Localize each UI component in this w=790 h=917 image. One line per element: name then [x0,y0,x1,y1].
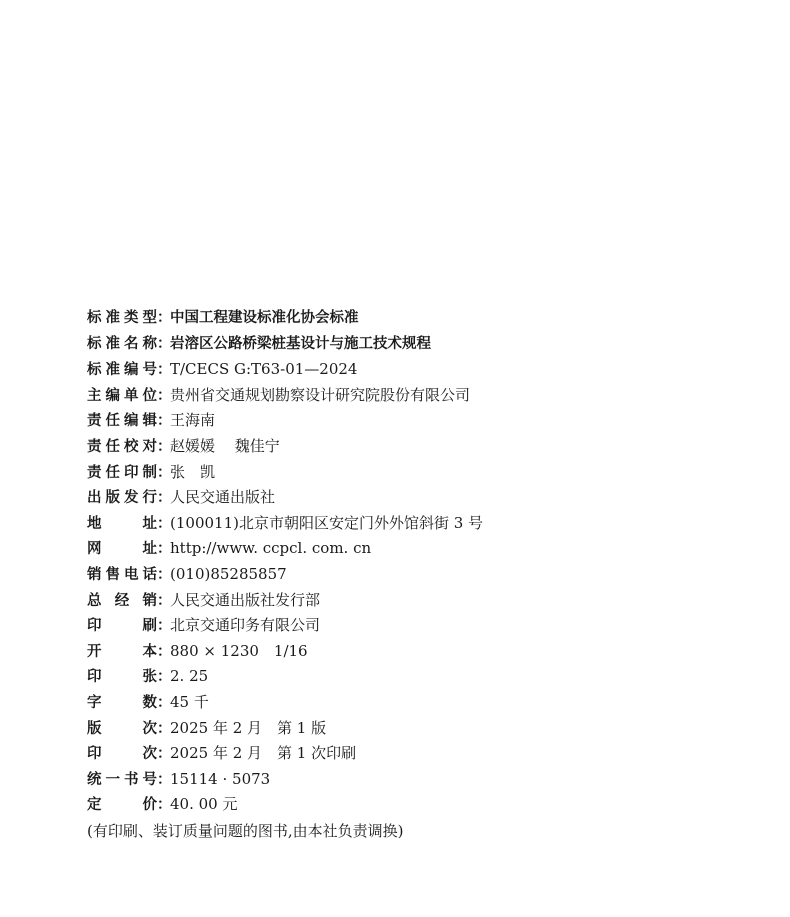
colophon-value: 贵州省交通规划勘察设计研究院股份有限公司 [170,385,471,404]
colophon-block [87,306,767,844]
colophon-colon: ： [157,490,172,507]
colophon-label: 出版发行 [87,490,157,507]
colophon-label: 开本 [87,643,157,660]
colophon-value: 2025 年 2 月 第 1 版 [170,718,327,737]
colophon-row [87,511,767,537]
colophon-value: 2025 年 2 月 第 1 次印刷 [170,744,357,763]
colophon-colon: ： [157,362,172,379]
colophon-label: 主编单位 [87,387,157,404]
colophon-value: 北京交通印务有限公司 [170,616,321,635]
colophon-row [87,690,767,716]
colophon-value: T/CECS G:T63-01—2024 [170,360,358,379]
colophon-value: 880 × 1230 1/16 [170,641,308,660]
colophon-value: 40. 00 元 [170,795,238,814]
colophon-label: 责任编辑 [87,413,157,430]
colophon-colon: ： [157,335,172,352]
colophon-value: 中国工程建设标准化协会标准 [170,310,359,326]
colophon-row [87,588,767,614]
colophon-row [87,716,767,742]
colophon-value: 15114 · 5073 [170,769,271,788]
colophon-label: 印张 [87,669,157,686]
colophon-colon: ： [157,669,172,686]
colophon-colon: ： [157,618,172,635]
colophon-value: http://www. ccpcl. com. cn [170,539,372,558]
colophon-colon: ： [157,746,172,763]
colophon-colon: ： [157,464,172,481]
colophon-colon: ： [157,720,172,737]
colophon-colon: ： [157,387,172,404]
colophon-label: 网址 [87,541,157,558]
colophon-row [87,357,767,383]
colophon-value: (010)85285857 [170,564,287,583]
colophon-value: 岩溶区公路桥梁桩基设计与施工技术规程 [170,335,431,352]
colophon-row [87,485,767,511]
colophon-label: 标准类型 [87,310,157,326]
colophon-row [87,792,767,818]
colophon-label: 字数 [87,694,157,711]
colophon-row [87,613,767,639]
colophon-label: 标准编号 [87,362,157,379]
colophon-row [87,306,767,332]
colophon-row [87,741,767,767]
colophon-value: 2. 25 [170,667,209,686]
colophon-colon: ： [157,541,172,558]
colophon-value: 人民交通出版社发行部 [170,590,321,609]
colophon-row [87,664,767,690]
colophon-label: 印刷 [87,618,157,635]
colophon-colon: ： [157,310,172,326]
colophon-row [87,383,767,409]
colophon-label: 责任印制 [87,464,157,481]
colophon-label: 总经销 [87,592,157,609]
colophon-colon: ： [157,592,172,609]
colophon-colon: ： [157,643,172,660]
colophon-colon: ： [157,413,172,430]
colophon-row [87,434,767,460]
colophon-label: 责任校对 [87,438,157,455]
colophon-label: 印次 [87,746,157,763]
colophon-row [87,408,767,434]
colophon-rows [87,306,767,818]
quality-note: (有印刷、装订质量问题的图书,由本社负责调换) [87,821,404,840]
colophon-value: 45 千 [170,692,209,711]
colophon-value: 王海南 [170,411,216,430]
colophon-row [87,332,767,358]
colophon-colon: ： [157,694,172,711]
colophon-label: 定价 [87,797,157,814]
colophon-value: 赵媛媛 魏佳宁 [170,436,280,455]
colophon-value: (100011)北京市朝阳区安定门外外馆斜街 3 号 [170,513,484,532]
colophon-label: 标准名称 [87,335,157,352]
colophon-row [87,562,767,588]
colophon-label: 销售电话 [87,566,157,583]
colophon-row [87,460,767,486]
colophon-colon: ： [157,438,172,455]
colophon-label: 版次 [87,720,157,737]
colophon-colon: ： [157,515,172,532]
colophon-label: 统一书号 [87,771,157,788]
colophon-value: 人民交通出版社 [170,488,276,507]
colophon-row [87,536,767,562]
colophon-row [87,767,767,793]
colophon-colon: ： [157,771,172,788]
colophon-label: 地址 [87,515,157,532]
colophon-value: 张 凯 [170,462,216,481]
colophon-colon: ： [157,797,172,814]
colophon-row [87,639,767,665]
colophon-colon: ： [157,566,172,583]
